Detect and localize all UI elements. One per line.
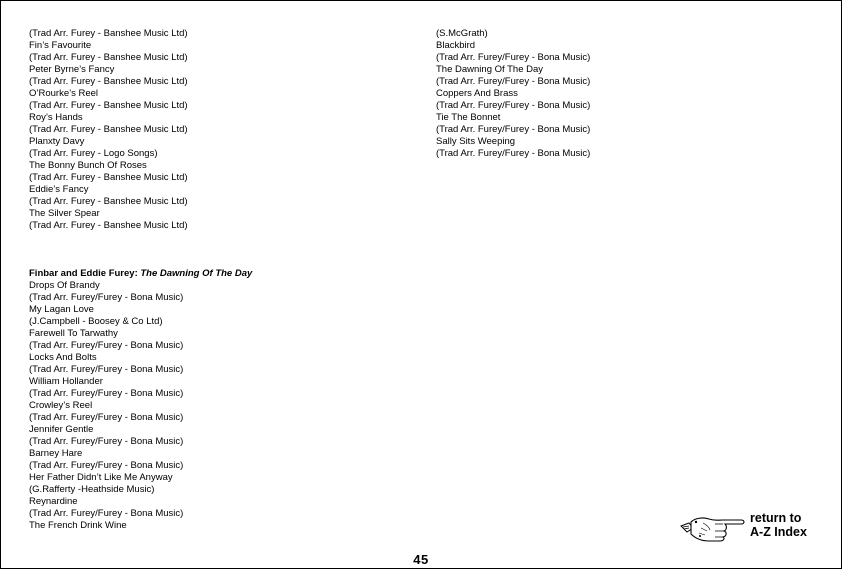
list-item: Crowley’s Reel: [29, 400, 93, 411]
list-item: (Trad Arr. Furey/Furey - Bona Music): [29, 436, 184, 447]
list-item: (Trad Arr. Furey - Banshee Music Ltd): [29, 124, 188, 135]
list-item: Sally Sits Weeping: [436, 136, 516, 147]
album-artist: Finbar and Eddie Furey:: [29, 268, 141, 279]
list-item: Eddie’s Fancy: [29, 184, 89, 195]
list-item: The French Drink Wine: [29, 520, 127, 531]
list-item: (Trad Arr. Furey/Furey - Bona Music): [436, 76, 591, 87]
list-item: Barney Hare: [29, 448, 83, 459]
list-item: (Trad Arr. Furey/Furey - Bona Music): [29, 340, 184, 351]
list-item: (Trad Arr. Furey/Furey - Bona Music): [436, 124, 591, 135]
list-item: (Trad Arr. Furey - Banshee Music Ltd): [29, 52, 188, 63]
list-item: Jennifer Gentle: [29, 424, 94, 435]
page-number: 45: [413, 552, 429, 567]
list-item: (Trad Arr. Furey/Furey - Bona Music): [29, 364, 184, 375]
list-item: (Trad Arr. Furey/Furey - Bona Music): [436, 148, 591, 159]
album-title: The Dawning Of The Day: [140, 268, 253, 279]
list-item: (Trad Arr. Furey - Banshee Music Ltd): [29, 220, 188, 231]
list-item: (Trad Arr. Furey/Furey - Bona Music): [29, 412, 184, 423]
list-item: Blackbird: [436, 40, 476, 51]
list-item: Farewell To Tarwathy: [29, 328, 118, 339]
list-item: (Trad Arr. Furey - Banshee Music Ltd): [29, 28, 188, 39]
list-item: The Silver Spear: [29, 208, 100, 219]
left-track-list: [29, 28, 389, 232]
list-item: Roy’s Hands: [29, 112, 83, 123]
list-item: Planxty Davy: [29, 136, 85, 147]
return-line-1: return to: [750, 511, 802, 525]
pointing-hand-icon: [679, 512, 749, 542]
list-item: Reynardine: [29, 496, 78, 507]
left-column: [29, 28, 389, 532]
list-item: Peter Byrne’s Fancy: [29, 64, 115, 75]
list-item: Fin’s Favourite: [29, 40, 92, 51]
list-item: (Trad Arr. Furey/Furey - Bona Music): [436, 100, 591, 111]
list-item: (Trad Arr. Furey/Furey - Bona Music): [29, 292, 184, 303]
list-item: (Trad Arr. Furey - Banshee Music Ltd): [29, 76, 188, 87]
list-item: (Trad Arr. Furey/Furey - Bona Music): [29, 508, 184, 519]
list-item: (Trad Arr. Furey - Banshee Music Ltd): [29, 172, 188, 183]
list-item: (Trad Arr. Furey - Banshee Music Ltd): [29, 100, 188, 111]
return-to-az-index-label[interactable]: [750, 511, 807, 539]
list-item: My Lagan Love: [29, 304, 94, 315]
list-item: The Dawning Of The Day: [436, 64, 544, 75]
list-item: Her Father Didn’t Like Me Anyway: [29, 472, 173, 483]
list-item: (Trad Arr. Furey/Furey - Bona Music): [436, 52, 591, 63]
list-item: Tie The Bonnet: [436, 112, 501, 123]
list-item: (Trad Arr. Furey/Furey - Bona Music): [29, 388, 184, 399]
list-item: (Trad Arr. Furey - Logo Songs): [29, 148, 158, 159]
album-section: [29, 268, 389, 532]
return-line-2: A-Z Index: [750, 525, 807, 539]
album-heading: [29, 268, 389, 280]
list-item: O’Rourke’s Reel: [29, 88, 98, 99]
list-item: William Hollander: [29, 376, 103, 387]
right-column: [436, 28, 796, 160]
list-item: Coppers And Brass: [436, 88, 518, 99]
return-to-az-index-link[interactable]: [679, 510, 824, 544]
list-item: (J.Campbell - Boosey & Co Ltd): [29, 316, 163, 327]
list-item: (Trad Arr. Furey/Furey - Bona Music): [29, 460, 184, 471]
list-item: Locks And Bolts: [29, 352, 97, 363]
list-item: (G.Rafferty -Heathside Music): [29, 484, 155, 495]
list-item: The Bonny Bunch Of Roses: [29, 160, 147, 171]
list-item: (S.McGrath): [436, 28, 488, 39]
list-item: Drops Of Brandy: [29, 280, 100, 291]
list-item: (Trad Arr. Furey - Banshee Music Ltd): [29, 196, 188, 207]
